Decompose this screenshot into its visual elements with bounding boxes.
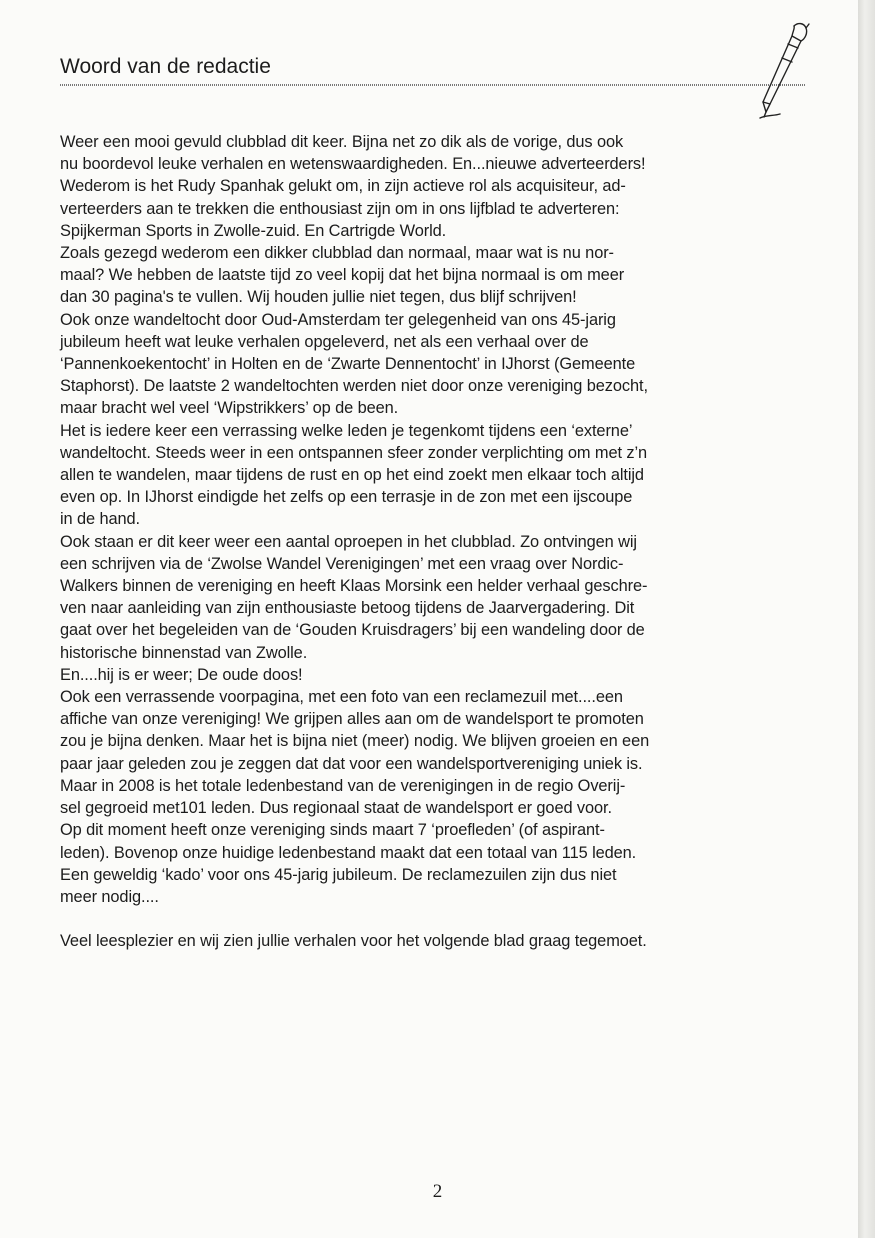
page-title: Woord van de redactie [60, 55, 271, 78]
page-number: 2 [432, 1181, 443, 1202]
text-line: affiche van onze vereniging! We grijpen alles aan om de wandelsport te promoten [60, 710, 644, 729]
text-line: zou je bijna denken. Maar het is bijna niet (meer) nodig. We blijven groeien en een [60, 732, 650, 751]
text-line: verteerders aan te trekken die enthousiast zijn om in ons lijfblad te adverteren: [60, 199, 620, 218]
text-line: leden). Bovenop onze huidige ledenbestand maakt dat een totaal van 115 leden. [60, 843, 637, 862]
text-line: Ook staan er dit keer weer een aantal oproepen in het clubblad. Zo ontvingen wij [60, 532, 637, 551]
editorial-body [60, 131, 810, 953]
text-line: Het is iedere keer een verrassing welke leden je tegenkomt tijdens een ‘externe’ [60, 421, 633, 440]
text-line: nu boordevol leuke verhalen en wetenswaardigheden. En...nieuwe adverteerders! [60, 155, 646, 174]
pen-icon [748, 18, 816, 126]
text-line: Op dit moment heeft onze vereniging sinds maart 7 ‘proefleden’ (of aspirant- [60, 821, 605, 840]
text-line: sel gegroeid met101 leden. Dus regionaal staat de wandelsport er goed voor. [60, 799, 612, 818]
text-line: meer nodig.... [60, 887, 159, 906]
text-line: allen te wandelen, maar tijdens de rust en op het eind zoekt men elkaar toch altijd [60, 466, 644, 485]
text-line: dan 30 pagina's te vullen. Wij houden jullie niet tegen, dus blijf schrijven! [60, 288, 577, 307]
text-line: even op. In IJhorst eindigde het zelfs op een terrasje in de zon met een ijscoupe [60, 488, 633, 507]
text-line: wandeltocht. Steeds weer in een ontspannen sfeer zonder verplichting om met z’n [60, 443, 648, 462]
closing-line: Veel leesplezier en wij zien jullie verhalen voor het volgende blad graag tegemoet. [60, 932, 647, 951]
text-line: maal? We hebben de laatste tijd zo veel kopij dat het bijna normaal is om meer [60, 266, 625, 285]
text-line: jubileum heeft wat leuke verhalen opgeleverd, net als een verhaal over de [60, 332, 589, 351]
text-line: ven naar aanleiding van zijn enthousiaste betoog tijdens de Jaarvergadering. Dit [60, 599, 635, 618]
text-line: ‘Pannenkoekentocht’ in Holten en de ‘Zwarte Dennentocht’ in IJhorst (Gemeente [60, 355, 636, 374]
text-line: En....hij is er weer; De oude doos! [60, 665, 303, 684]
text-line: historische binnenstad van Zwolle. [60, 643, 308, 662]
text-line: Ook onze wandeltocht door Oud-Amsterdam ter gelegenheid van ons 45-jarig [60, 310, 616, 329]
text-line: Walkers binnen de vereniging en heeft Klaas Morsink een helder verhaal geschre- [60, 577, 648, 596]
page-edge [858, 0, 875, 1238]
paragraph-gap [60, 908, 810, 930]
text-line: Een geweldig ‘kado’ voor ons 45-jarig jubileum. De reclamezuilen zijn dus niet [60, 865, 617, 884]
text-line: paar jaar geleden zou je zeggen dat dat voor een wandelsportvereniging uniek is. [60, 754, 643, 773]
text-line: maar bracht wel veel ‘Wipstrikkers’ op de been. [60, 399, 399, 418]
text-line: gaat over het begeleiden van de ‘Gouden Kruisdragers’ bij een wandeling door de [60, 621, 645, 640]
text-line: Weer een mooi gevuld clubblad dit keer. Bijna net zo dik als de vorige, dus ook [60, 133, 624, 151]
text-line: een schrijven via de ‘Zwolse Wandel Verenigingen’ met een vraag over Nordic- [60, 554, 624, 573]
text-line: Maar in 2008 is het totale ledenbestand van de verenigingen in de regio Overij- [60, 776, 626, 795]
text-line: Zoals gezegd wederom een dikker clubblad dan normaal, maar wat is nu nor- [60, 244, 614, 263]
text-line: Wederom is het Rudy Spanhak gelukt om, in zijn actieve rol als acquisiteur, ad- [60, 177, 626, 196]
text-line: Ook een verrassende voorpagina, met een foto van een reclamezuil met....een [60, 688, 623, 707]
text-line: Spijkerman Sports in Zwolle-zuid. En Cartrigde World. [60, 221, 447, 240]
text-line: Staphorst). De laatste 2 wandeltochten werden niet door onze vereniging bezocht, [60, 377, 648, 396]
title-divider [60, 84, 805, 86]
text-line: in de hand. [60, 510, 141, 529]
